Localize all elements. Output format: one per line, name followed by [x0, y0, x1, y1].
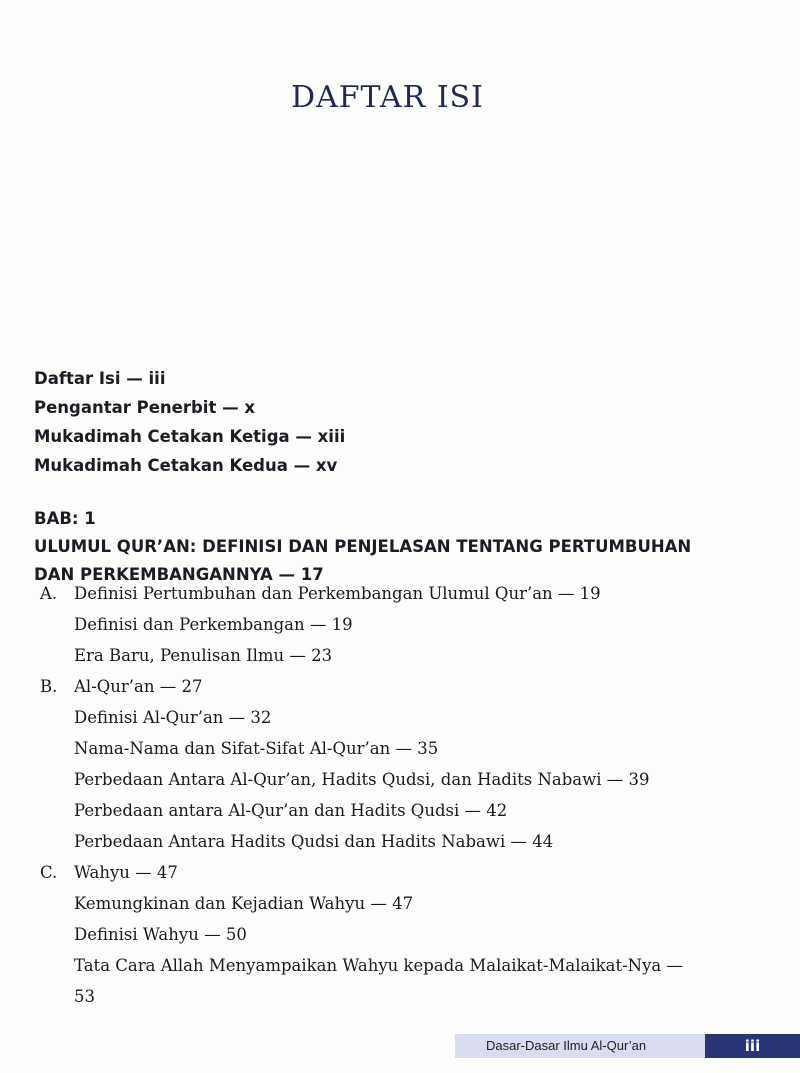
list-item[interactable]: Definisi Wahyu — 50 — [74, 925, 247, 944]
section-a — [40, 578, 785, 671]
list-item[interactable]: Era Baru, Penulisan Ilmu — 23 — [74, 646, 333, 665]
section-letter: B. — [40, 677, 58, 696]
section-title[interactable]: Definisi Pertumbuhan dan Perkembangan Ulumul Qur’an — 19 — [74, 584, 601, 603]
chapter-title-line-2[interactable]: DAN PERKEMBANGANNYA — 17 — [34, 565, 324, 584]
chapter-label: BAB: 1 — [34, 509, 96, 528]
toc-entry-mukadimah-ketiga[interactable]: Mukadimah Cetakan Ketiga — xiii — [34, 427, 346, 446]
list-item[interactable]: 53 — [74, 987, 95, 1006]
section-letter: C. — [40, 863, 58, 882]
list-item[interactable]: Definisi Al-Qur’an — 32 — [74, 708, 272, 727]
toc-entry-daftar-isi[interactable]: Daftar Isi — iii — [34, 369, 166, 388]
list-item[interactable]: Perbedaan Antara Al-Qur’an, Hadits Qudsi, dan Hadits Nabawi — 39 — [74, 770, 650, 789]
list-item[interactable]: Tata Cara Allah Menyampaikan Wahyu kepada Malaikat-Malaikat-Nya — — [74, 956, 684, 975]
section-title[interactable]: Al-Qur’an — 27 — [74, 677, 203, 696]
toc-sections — [40, 578, 785, 1012]
section-b — [40, 671, 785, 857]
section-title[interactable]: Wahyu — 47 — [74, 863, 178, 882]
footer-book-title: Dasar-Dasar Ilmu Al-Qur’an — [486, 1038, 647, 1053]
front-matter-list — [34, 364, 345, 480]
chapter-heading — [34, 505, 784, 589]
footer-page-number: iii — [705, 1034, 800, 1058]
page-title: DAFTAR ISI — [291, 80, 484, 115]
chapter-title-line-1[interactable]: ULUMUL QUR’AN: DEFINISI DAN PENJELASAN TENTANG PERTUMBUHAN — [34, 537, 692, 556]
toc-entry-pengantar-penerbit[interactable]: Pengantar Penerbit — x — [34, 398, 255, 417]
list-item[interactable]: Kemungkinan dan Kejadian Wahyu — 47 — [74, 894, 414, 913]
list-item[interactable]: Perbedaan Antara Hadits Qudsi dan Hadits Nabawi — 44 — [74, 832, 554, 851]
section-c — [40, 857, 785, 1012]
list-item[interactable]: Nama-Nama dan Sifat-Sifat Al-Qur’an — 35 — [74, 739, 439, 758]
toc-entry-mukadimah-kedua[interactable]: Mukadimah Cetakan Kedua — xv — [34, 456, 338, 475]
section-letter: A. — [40, 584, 58, 603]
list-item[interactable]: Perbedaan antara Al-Qur’an dan Hadits Qudsi — 42 — [74, 801, 508, 820]
list-item[interactable]: Definisi dan Perkembangan — 19 — [74, 615, 353, 634]
